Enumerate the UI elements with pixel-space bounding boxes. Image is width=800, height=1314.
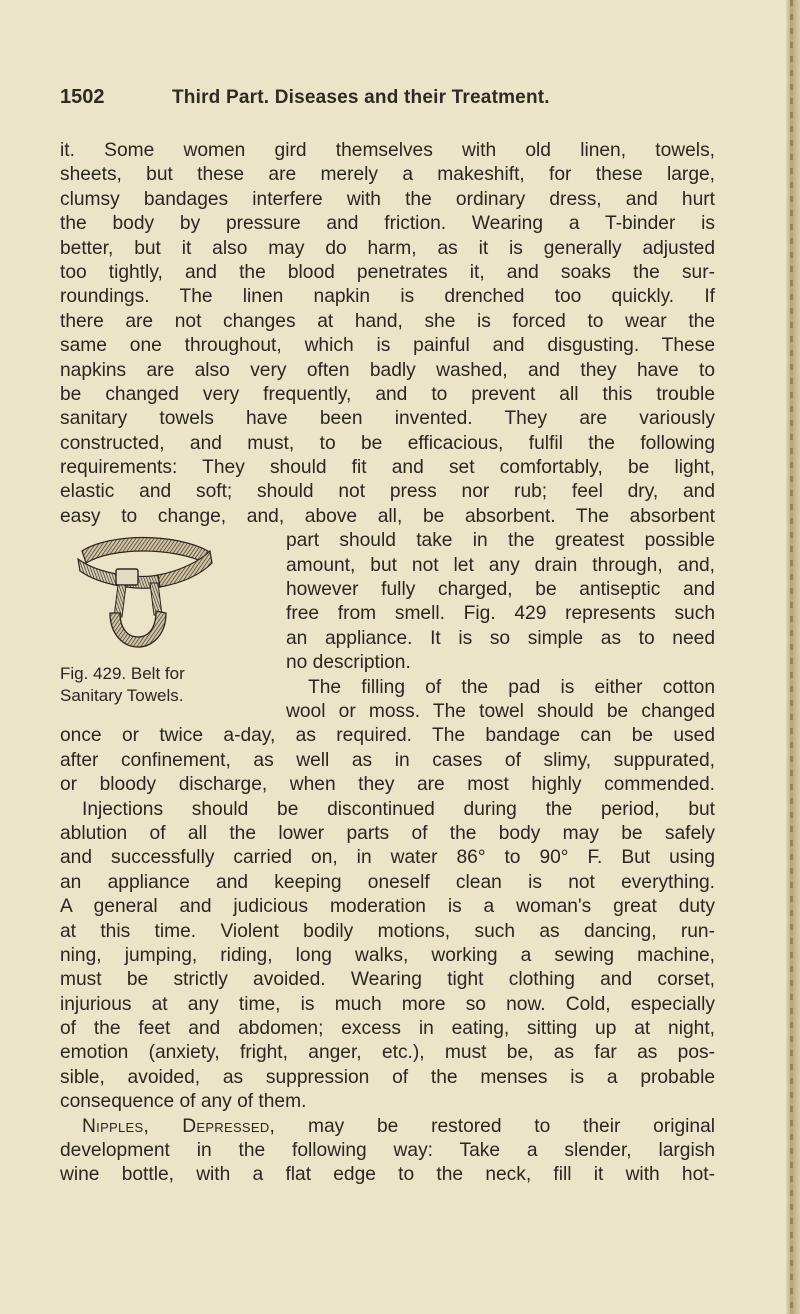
text-line: easy to change, and, above all, be absorbent. The absorbent [60,505,715,527]
running-title: Third Part. Diseases and their Treatment. [172,87,550,108]
text-line: once or twice a-day, as required. The bandage can be used [60,725,715,747]
text-line: sheets, but these are merely a makeshift, for these large, [60,164,715,186]
figure-caption-line-2: Sanitary Towels. [60,686,184,705]
text-line: ning, jumping, riding, long walks, working a sewing machine, [60,944,715,966]
text-line: constructed, and must, to be efficacious, fulfil the following [60,432,715,454]
text-line: of the feet and abdomen; excess in eating, sitting up at night, [60,1018,715,1040]
text-line: Injections should be discontinued during the period, but [82,798,715,820]
text-line: same one throughout, which is painful and disgusting. These [60,335,715,357]
text-line: too tightly, and the blood penetrates it, and soaks the sur- [60,261,715,283]
text-line: after confinement, as well as in cases of slimy, suppurated, [60,749,715,771]
text-line: sanitary towels have been invented. They are variously [60,408,715,430]
text-line: and successfully carried on, in water 86° to 90° F. But using [60,847,715,869]
text-line: an appliance. It is so simple as to need [286,627,715,649]
text-line: sible, avoided, as suppression of the menses is a probable [60,1066,715,1088]
text-line: the body by pressure and friction. Wearing a T-binder is [60,213,715,235]
text-line: wool or moss. The towel should be changed [286,700,715,722]
text-line: emotion (anxiety, fright, anger, etc.), must be, as far as pos- [60,1042,715,1064]
text-line: injurious at any time, is much more so now. Cold, especially [60,993,715,1015]
text-line: part should take in the greatest possible [286,530,715,552]
running-header [60,86,720,109]
text-line: there are not changes at hand, she is forced to wear the [60,310,715,332]
page-number: 1502 [60,86,105,108]
text-line: it. Some women gird themselves with old linen, towels, [60,140,715,161]
figure-caption-line-1: Fig. 429. Belt for [60,664,185,683]
text-line: roundings. The linen napkin is drenched too quickly. If [60,286,715,308]
text-line: an appliance and keeping oneself clean is not everything. [60,871,715,893]
text-line: ablution of all the lower parts of the body may be safely [60,822,715,844]
text-line: however fully charged, be antiseptic and [286,579,715,601]
text-line: requirements: They should fit and set comfortably, be light, [60,457,715,479]
text-line: wine bottle, with a flat edge to the neck, fill it with hot- [60,1164,715,1186]
text-line: no description. [286,652,411,674]
text-line: or bloody discharge, when they are most highly commended. [60,774,715,796]
text-line: elastic and soft; should not press nor rub; feel dry, and [60,481,715,503]
text-line: at this time. Violent bodily motions, such as dancing, run- [60,920,715,942]
body-text [60,139,715,1188]
nipples-paragraph-first-line [60,1115,715,1139]
nipples-heading-rest: may be restored to their original [275,1115,715,1137]
text-line: free from smell. Fig. 429 represents such [286,603,715,625]
nipples-heading: Nipples, Depressed, [82,1115,276,1137]
text-line: better, but it also may do harm, as it is generally adjusted [60,237,715,259]
text-line: The filling of the pad is either cotton [308,676,715,698]
text-line: must be strictly avoided. Wearing tight clothing and corset, [60,969,715,991]
text-line: amount, but not let any drain through, and, [286,554,715,576]
page-edge [786,0,800,1314]
text-line: consequence of any of them. [60,1091,307,1113]
text-line: A general and judicious moderation is a woman's great duty [60,896,715,918]
text-line: be changed very frequently, and to prevent all this trouble [60,383,715,405]
text-line: clumsy bandages interfere with the ordinary dress, and hurt [60,188,715,210]
text-line: development in the following way: Take a slender, largish [60,1140,715,1162]
text-line: napkins are also very often badly washed, and they have to [60,359,715,381]
